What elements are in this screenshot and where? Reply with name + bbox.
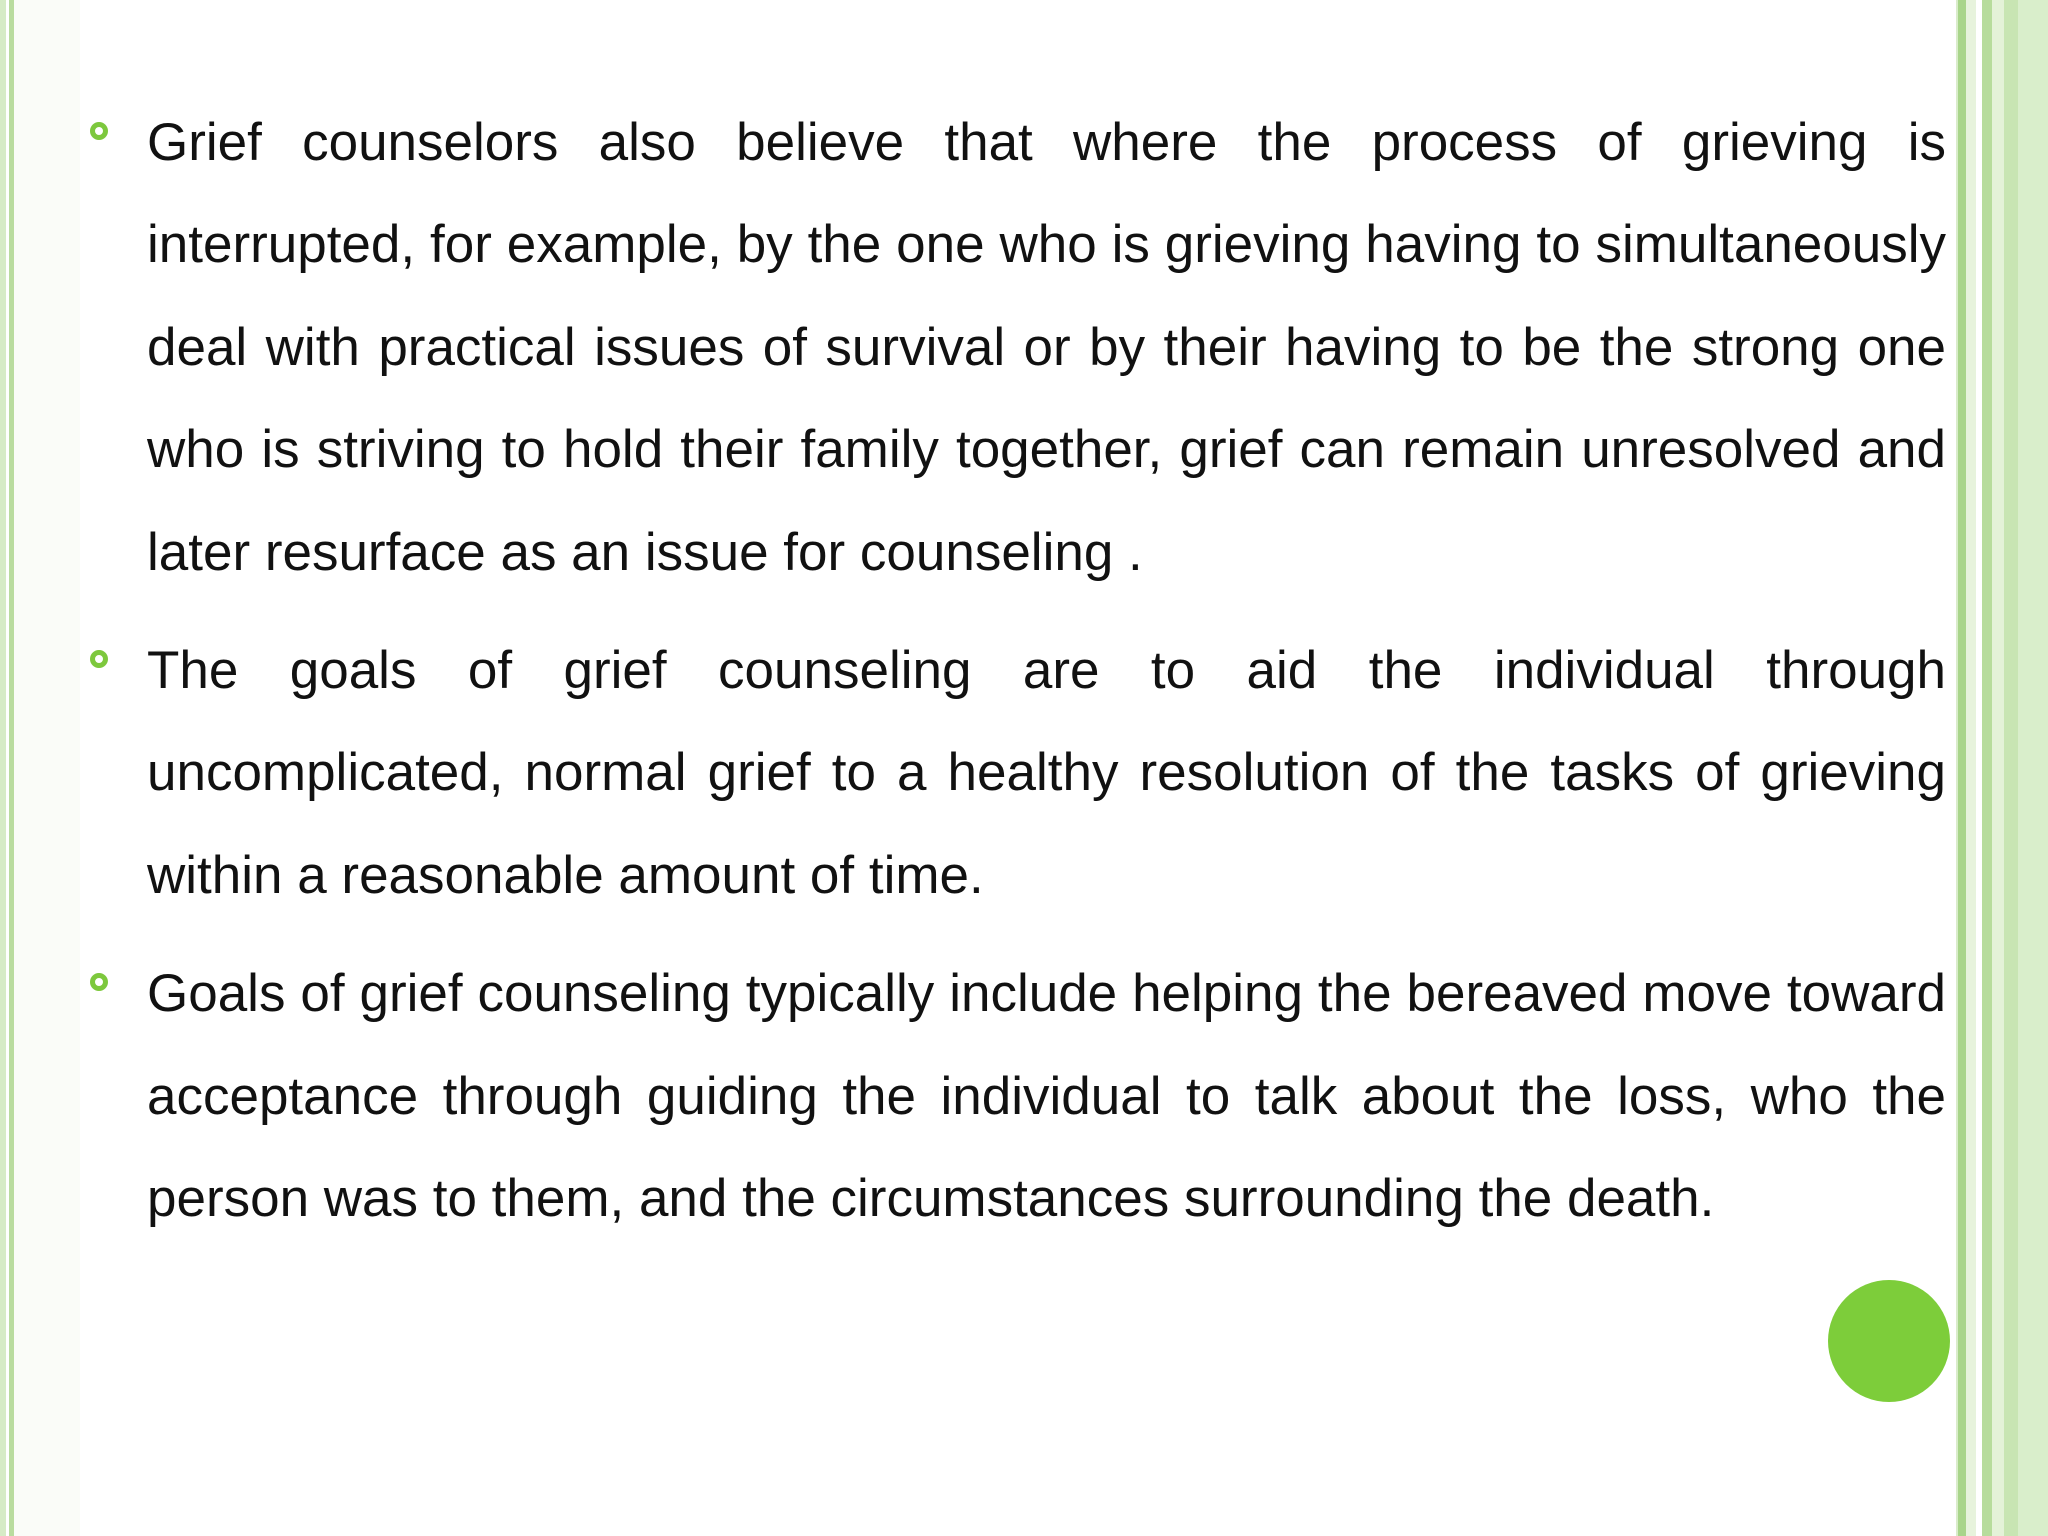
decorative-circle — [1828, 1280, 1950, 1402]
bullet-text: The goals of grief counseling are to aid the individual through uncomplicated, normal grief to a healthy resolution of the tasks of grieving within a reasonable amount of time. — [147, 641, 1946, 905]
bullet-text: Goals of grief counseling typically include helping the bereaved move toward acceptance through guiding the individual to talk about the loss, who the person was to them, and the circumstances surrounding the death. — [147, 964, 1946, 1229]
bullet-list — [90, 92, 1946, 1266]
ring-bullet-icon — [90, 650, 108, 668]
ring-bullet-icon — [90, 973, 108, 991]
bullet-item — [90, 943, 1946, 1250]
bullet-item — [90, 620, 1946, 927]
bullet-text: Grief counselors also believe that where the process of grieving is interrupted, for example, by the one who is grieving having to simultaneously deal with practical issues of survival or by their having to be the strong one who is striving to hold their family together, grief can remain unresolved and later resurface as an issue for counseling . — [147, 113, 1946, 582]
left-border-decoration — [0, 0, 80, 1536]
right-border-decoration — [1956, 0, 2048, 1536]
bullet-item — [90, 92, 1946, 604]
ring-bullet-icon — [90, 122, 108, 140]
